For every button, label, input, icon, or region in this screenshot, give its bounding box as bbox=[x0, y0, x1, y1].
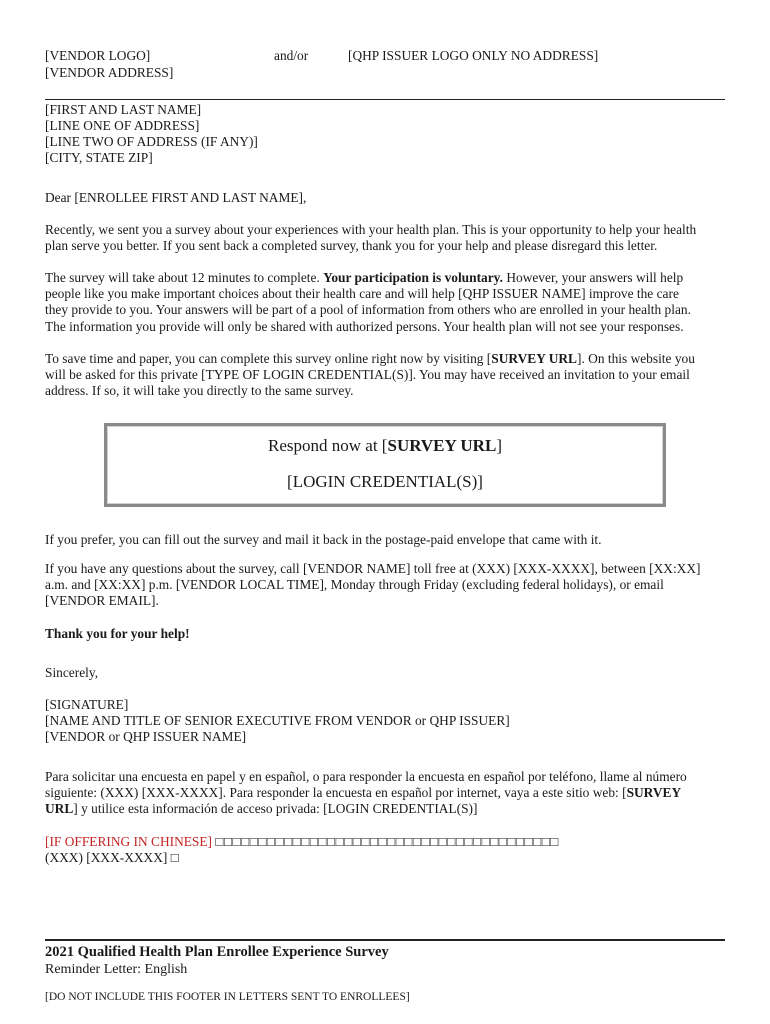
recipient-address-line2: [LINE TWO OF ADDRESS (IF ANY)] bbox=[45, 134, 258, 149]
signature-placeholder: [SIGNATURE] bbox=[45, 697, 129, 712]
letterhead-andor: and/or bbox=[274, 48, 309, 63]
paragraph-line bbox=[45, 351, 727, 367]
missing-glyphs: □□□□□□□□□□□□□□□□□□□□□□□□□□□□□□□□□□□□□□□□ bbox=[215, 834, 559, 849]
paragraph-intro bbox=[45, 222, 727, 254]
signer-organization: [VENDOR or QHP ISSUER NAME] bbox=[45, 729, 247, 744]
paragraph-line: [VENDOR EMAIL]. bbox=[45, 593, 159, 609]
paragraph-line bbox=[45, 850, 727, 866]
recipient-address-line1: [LINE ONE OF ADDRESS] bbox=[45, 118, 200, 133]
text-run: ] bbox=[496, 436, 502, 455]
thank-you-line: Thank you for your help! bbox=[45, 626, 190, 641]
paragraph-line bbox=[45, 270, 727, 286]
paragraph-line: Para solicitar una encuesta en papel y en español, o para responder la encuesta en español por teléfono, llame al número bbox=[45, 769, 687, 784]
paragraph-line: Recently, we sent you a survey about your experiences with your health plan. This is your opportunity to help your health bbox=[45, 222, 697, 237]
footer-subtitle: Reminder Letter: English bbox=[45, 962, 188, 977]
paragraph-chinese bbox=[45, 834, 727, 866]
paragraph-line: plan serve you better. If you sent back a completed survey, thank you for your help and please disregard this letter. bbox=[45, 238, 658, 254]
respond-now-callout bbox=[104, 423, 666, 507]
recipient-city-state-zip: [CITY, STATE ZIP] bbox=[45, 150, 153, 165]
vendor-logo-placeholder: [VENDOR LOGO] bbox=[45, 48, 151, 63]
survey-url-emphasis: SURVEY URL bbox=[491, 351, 577, 366]
spanish-survey-emphasis: SURVEY bbox=[626, 785, 682, 801]
text-run: However, your answers will help bbox=[502, 270, 684, 285]
text-run: Respond now at [ bbox=[268, 436, 388, 455]
paragraph-line: they provide to you. Your answers will be part of a pool of information from others who are enrolled in your health plan. bbox=[45, 302, 691, 318]
paragraph-spanish bbox=[45, 769, 727, 818]
text-run: The survey will take about 12 minutes to complete. bbox=[45, 270, 324, 285]
missing-glyph: □ bbox=[170, 850, 180, 866]
signer-name-title: [NAME AND TITLE OF SENIOR EXECUTIVE FROM VENDOR or QHP ISSUER] bbox=[45, 713, 510, 728]
paragraph-mail-option: If you prefer, you can fill out the survey and mail it back in the postage-paid envelope that came with it. bbox=[45, 532, 602, 547]
respond-now-line bbox=[107, 436, 663, 456]
paragraph-online bbox=[45, 351, 727, 400]
text-run: (XXX) [XXX-XXXX] bbox=[45, 850, 171, 866]
text-run: ]. On this website you bbox=[577, 351, 695, 366]
text-run: ] y utilice esta información de acceso privada: [LOGIN CREDENTIAL(S)] bbox=[73, 801, 478, 817]
callout-survey-url: SURVEY URL bbox=[387, 436, 497, 455]
paragraph-line: address. If so, it will take you directly to the same survey. bbox=[45, 383, 354, 399]
paragraph-line: The information you provide will only be shared with authorized persons. Your health plan will not see your responses. bbox=[45, 318, 684, 334]
paragraph-questions bbox=[45, 561, 727, 610]
closing: Sincerely, bbox=[45, 665, 99, 680]
voluntary-emphasis: Your participation is voluntary. bbox=[323, 270, 503, 285]
paragraph-line bbox=[45, 801, 727, 817]
footer-title: 2021 Qualified Health Plan Enrollee Experience Survey bbox=[45, 944, 389, 960]
spanish-url-emphasis: URL bbox=[45, 801, 74, 817]
letterhead-divider bbox=[45, 99, 725, 100]
paragraph-line: If you have any questions about the survey, call [VENDOR NAME] toll free at (XXX) [XXX-XXXX], between [XX:XX] bbox=[45, 561, 701, 576]
paragraph-participation bbox=[45, 270, 727, 335]
text-run: To save time and paper, you can complete this survey online right now by visiting [ bbox=[45, 351, 492, 366]
greeting: Dear [ENROLLEE FIRST AND LAST NAME], bbox=[45, 190, 307, 205]
footer-note: [DO NOT INCLUDE THIS FOOTER IN LETTERS SENT TO ENROLLEES] bbox=[45, 991, 410, 1003]
vendor-address-placeholder: [VENDOR ADDRESS] bbox=[45, 65, 174, 80]
text-run: siguiente: (XXX) [XXX-XXXX]. Para responder la encuesta en español por internet, vaya a este sitio web: [ bbox=[45, 785, 627, 801]
paragraph-line bbox=[45, 785, 727, 801]
paragraph-line bbox=[45, 834, 727, 850]
chinese-offering-tag: [IF OFFERING IN CHINESE] bbox=[45, 834, 213, 849]
paragraph-line: people like you make important choices about their health care and will help [QHP ISSUER NAME] improve the care bbox=[45, 286, 679, 302]
paragraph-line: a.m. and [XX:XX] p.m. [VENDOR LOCAL TIME], Monday through Friday (excluding federal holidays), or email bbox=[45, 577, 664, 593]
footer-divider bbox=[45, 939, 725, 941]
paragraph-line: will be asked for this private [TYPE OF LOGIN CREDENTIAL(S)]. You may have received an invitation to your email bbox=[45, 367, 690, 383]
qhp-logo-placeholder: [QHP ISSUER LOGO ONLY NO ADDRESS] bbox=[348, 48, 599, 63]
login-credentials-line: [LOGIN CREDENTIAL(S)] bbox=[287, 472, 483, 491]
recipient-name: [FIRST AND LAST NAME] bbox=[45, 102, 202, 117]
